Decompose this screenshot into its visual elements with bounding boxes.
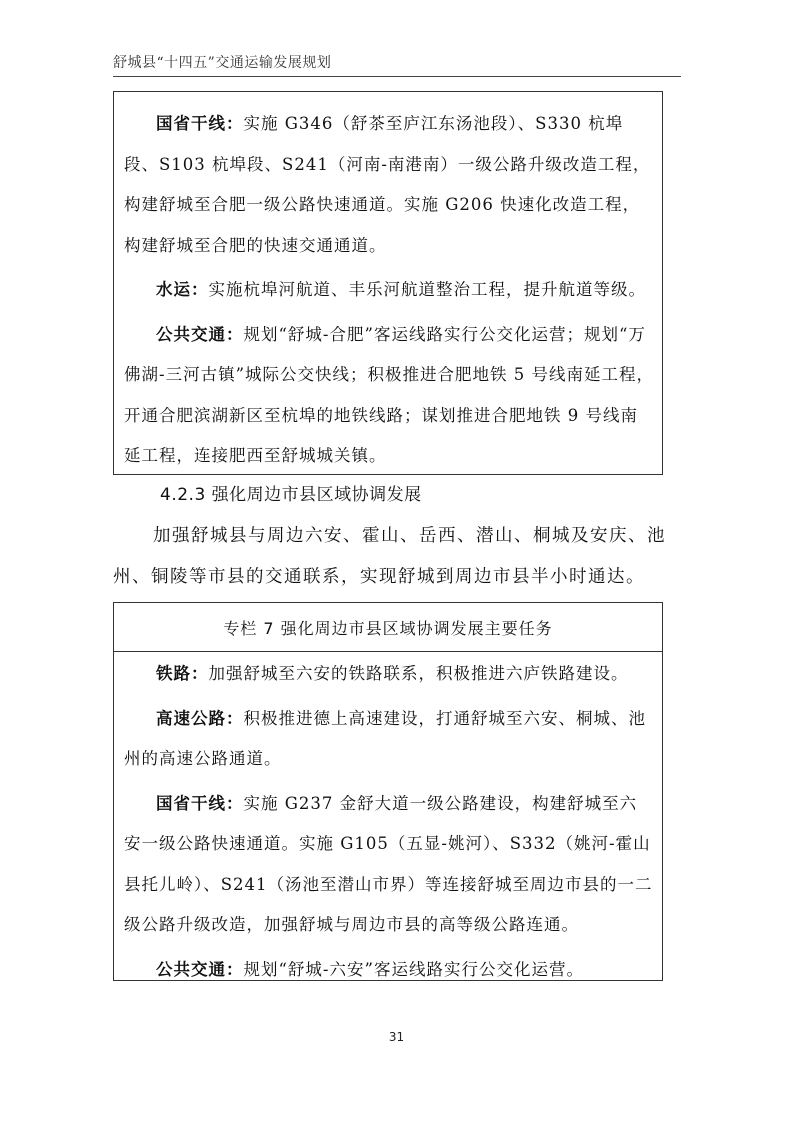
box2-item-lead: 公共交通： (156, 959, 244, 979)
box1-item-waterway (124, 270, 654, 311)
box1-item-lead: 公共交通： (156, 324, 244, 344)
box2-item-text: 积极推进德上高速建设，打通舒城至六安、桐城、池州的高速公路通道。 (124, 708, 646, 768)
page-number: 31 (388, 1030, 405, 1044)
box1-item-text: 实施 G346（舒茶至庐江东汤池段）、S330 杭埠段、S103 杭埠段、S241（河南-南港南）一级公路升级改造工程，构建舒城至合肥一级公路快速通道。实施 G206 快速化改造工程，构建舒城至合肥的快速交通通道。 (124, 114, 651, 255)
box2-item-lead: 国省干线： (156, 793, 244, 813)
box2-title: 专栏 7 强化周边市县区域协调发展主要任务 (114, 603, 662, 652)
box2-item-text: 加强舒城至六安的铁路联系，积极推进六庐铁路建设。 (208, 664, 629, 683)
box1-item-lead: 水运： (156, 280, 209, 299)
box2-item-railway (124, 654, 654, 695)
box2-item-lead: 铁路： (156, 664, 209, 683)
task-box-2 (113, 602, 663, 981)
section-paragraph: 加强舒城县与周边六安、霍山、岳西、潜山、桐城及安庆、池州、铜陵等市县的交通联系，实现舒城到周边市县半小时通达。 (113, 526, 666, 587)
box1-item-text: 规划“舒城-合肥”客运线路实行公交化运营；规划“万佛湖-三河古镇”城际公交快线；积极推进合肥地铁 5 号线南延工程，开通合肥滨湖新区至杭埠的地铁线路；谋划推进合肥地铁 9 号线南延工程，连接肥西至舒城城关镇。 (124, 324, 654, 465)
box2-item-public-transit (124, 950, 654, 991)
box1-item-highways (124, 104, 654, 266)
box2-item-text: 规划“舒城-六安”客运线路实行公交化运营。 (243, 959, 584, 979)
header-divider (113, 76, 681, 77)
box1-item-public-transit (124, 315, 654, 477)
box1-item-lead: 国省干线： (156, 114, 244, 133)
box2-body (114, 652, 662, 990)
box1-item-text: 实施杭埠河航道、丰乐河航道整治工程，提升航道等级。 (208, 280, 646, 299)
box2-item-highways (124, 784, 654, 946)
running-header: 舒城县“十四五”交通运输发展规划 (113, 55, 332, 71)
box2-item-lead: 高速公路： (156, 708, 244, 728)
section-heading: 4.2.3 强化周边市县区域协调发展 (160, 485, 422, 505)
box2-item-expressway (124, 699, 654, 780)
box2-item-text: 实施 G237 金舒大道一级公路建设，构建舒城至六安一级公路快速通道。实施 G105（五显-姚河）、S332（姚河-霍山县托儿岭）、S241（汤池至潜山市界）等连接舒城至周边市县的一二级公路升级改造，加强舒城与周边市县的高等级公路连通。 (124, 793, 653, 934)
task-box-1 (113, 91, 663, 475)
